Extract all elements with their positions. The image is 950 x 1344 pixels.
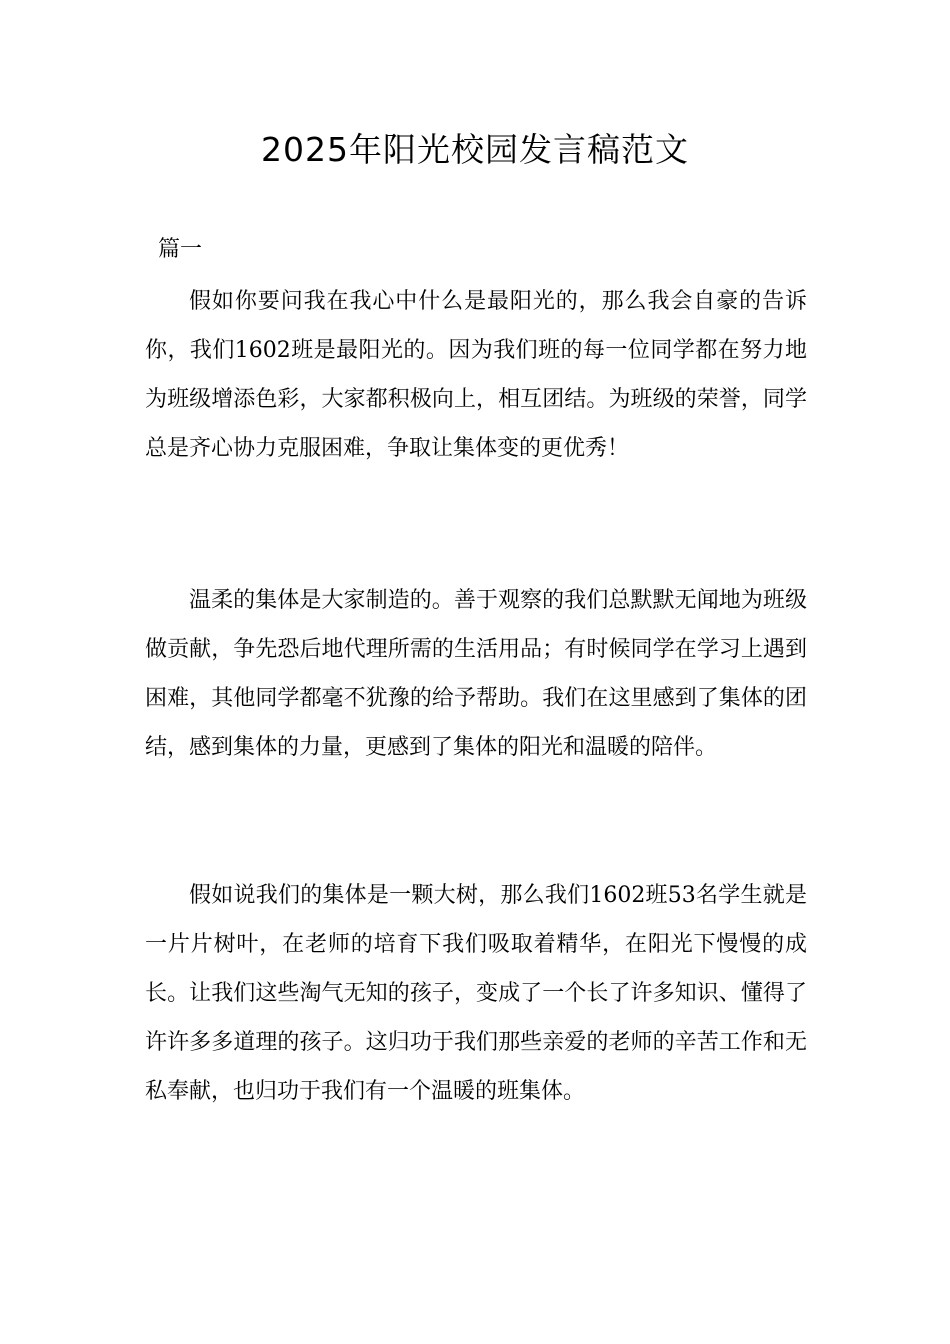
paragraph-2: 温柔的集体是大家制造的。善于观察的我们总默默无闻地为班级做贡献，争先恐后地代理所需的生活用品；有时候同学在学习上遇到困难，其他同学都毫不犹豫的给予帮助。我们在这里感到了集体的团结，感到集体的力量，更感到了集体的阳光和温暖的陪伴。 [145, 588, 807, 760]
document-title: 2025年阳光校园发言稿范文 [261, 130, 689, 169]
paragraph-3: 假如说我们的集体是一颗大树，那么我们1602班53名学生就是一片片树叶，在老师的培育下我们吸取着精华，在阳光下慢慢的成长。让我们这些淘气无知的孩子，变成了一个长了许多知识、懂得了许许多多道理的孩子。这归功于我们那些亲爱的老师的辛苦工作和无私奉献，也归功于我们有一个温暖的班集体。 [145, 883, 807, 1104]
paragraph-1: 假如你要问我在我心中什么是最阳光的，那么我会自豪的告诉你，我们1602班是最阳光的。因为我们班的每一位同学都在努力地为班级增添色彩，大家都积极向上，相互团结。为班级的荣誉，同学总是齐心协力克服困难，争取让集体变的更优秀！ [145, 289, 807, 461]
section-label: 篇一 [158, 237, 203, 262]
